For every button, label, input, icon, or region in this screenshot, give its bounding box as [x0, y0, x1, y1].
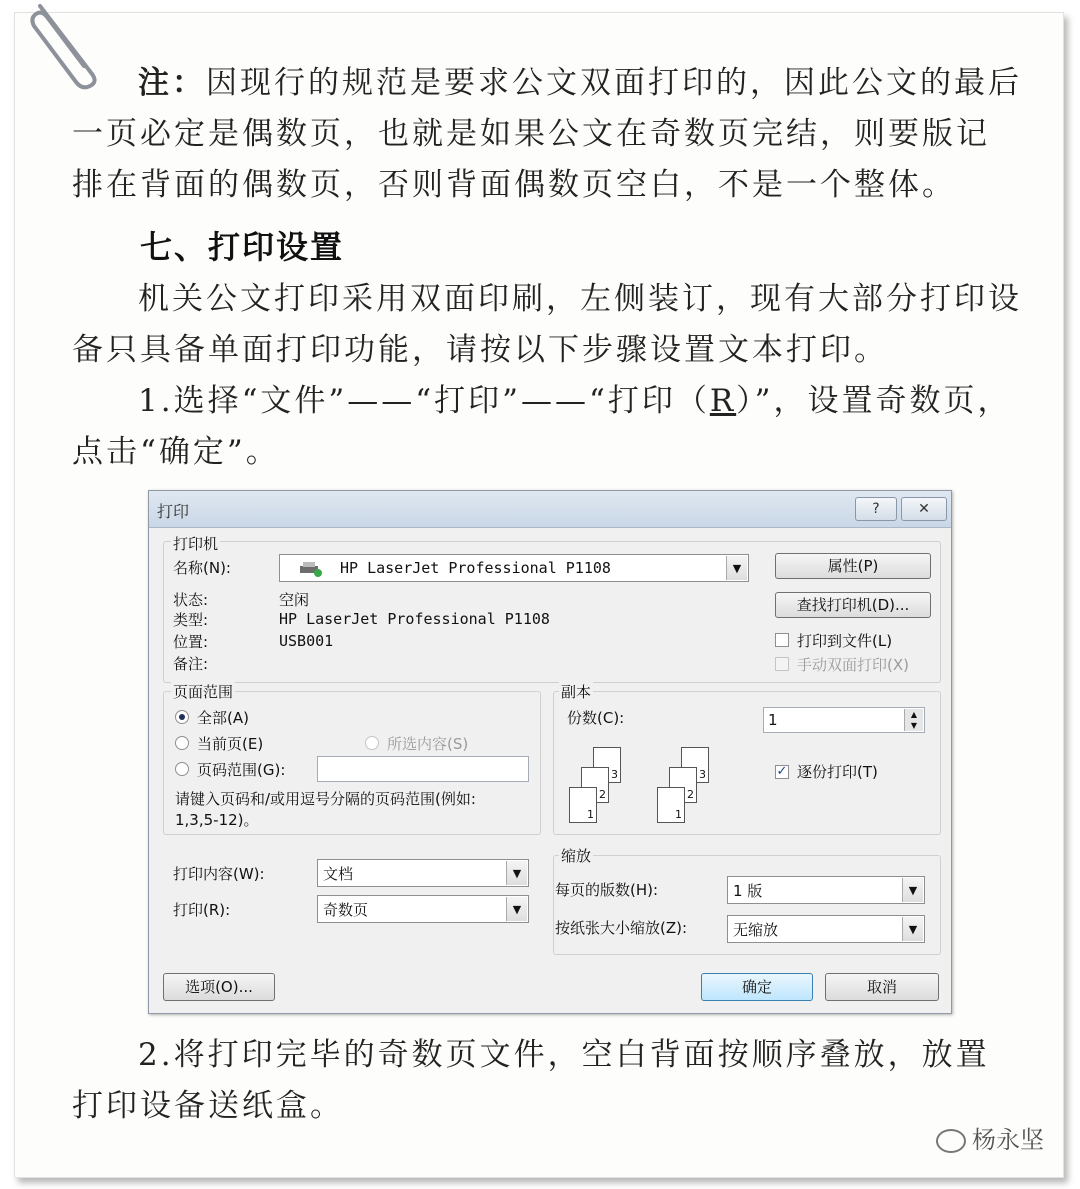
step1-underlined: R [709, 383, 737, 419]
printer-name-select[interactable] [279, 554, 749, 582]
print-what-select[interactable] [317, 859, 529, 887]
page-number: 2 [599, 788, 606, 801]
copies-spinner[interactable] [763, 707, 925, 733]
print-dialog [148, 490, 952, 1014]
page-number: 3 [611, 768, 618, 781]
copies-value: 1 [768, 711, 778, 729]
status-value: 空闲 [279, 591, 310, 609]
scale-label: 按纸张大小缩放(Z): [555, 919, 688, 937]
range-all-label: 全部(A) [197, 709, 249, 727]
print-to-file-label: 打印到文件(L) [797, 632, 893, 650]
help-button[interactable]: ? [855, 497, 897, 521]
spin-down-icon[interactable]: ▼ [904, 720, 923, 731]
range-all-radio[interactable] [175, 710, 189, 724]
note-paragraph [72, 58, 1022, 211]
page-number: 1 [587, 808, 594, 821]
collate-illustration-2 [657, 745, 727, 825]
collate-checkbox[interactable]: ✓ [776, 764, 788, 779]
type-label: 类型: [173, 611, 209, 629]
range-pages-label: 页码范围(G): [197, 761, 286, 779]
scale-select[interactable] [727, 915, 925, 943]
page-range-input[interactable] [317, 756, 529, 782]
printer-icon [298, 560, 324, 578]
spin-up-icon[interactable]: ▲ [904, 709, 923, 720]
note-label: 注： [138, 65, 206, 101]
step1-paragraph [72, 376, 1022, 478]
options-button[interactable]: 选项(O)... [163, 973, 275, 1001]
name-label: 名称(N): [173, 559, 231, 577]
page-range-label: 页面范围 [173, 683, 234, 701]
print-value: 奇数页 [323, 901, 369, 919]
print-what-label: 打印内容(W): [173, 865, 265, 883]
range-current-radio[interactable] [175, 736, 189, 750]
dialog-title: 打印 [157, 502, 190, 521]
step2-text: 2.将打印完毕的奇数页文件，空白背面按顺序叠放，放置打印设备送纸盒。 [72, 1037, 990, 1124]
collate-label: 逐份打印(T) [797, 763, 878, 781]
where-value: USB001 [279, 632, 334, 650]
pages-per-sheet-select[interactable] [727, 876, 925, 904]
pages-per-sheet-label: 每页的版数(H): [555, 881, 659, 899]
print-select[interactable] [317, 895, 529, 923]
properties-button[interactable]: 属性(P) [775, 553, 931, 579]
comment-label: 备注: [173, 655, 209, 673]
print-what-value: 文档 [323, 865, 354, 883]
wechat-icon [936, 1129, 966, 1153]
manual-duplex-label: 手动双面打印(X) [797, 656, 909, 674]
page-number: 3 [699, 768, 706, 781]
step1-text-b: ）”，设置奇数页，点击“确定”。 [72, 383, 1012, 470]
cancel-button[interactable]: 取消 [825, 973, 939, 1001]
printer-name-value: HP LaserJet Professional P1108 [340, 559, 611, 577]
page-number: 2 [687, 788, 694, 801]
scale-value: 无缩放 [733, 921, 779, 939]
step2-paragraph [72, 1030, 1022, 1132]
close-button[interactable]: ✕ [901, 497, 947, 521]
watermark [936, 1120, 1044, 1155]
watermark-text: 杨永坚 [972, 1126, 1044, 1154]
chevron-down-icon: ▼ [506, 861, 527, 885]
status-label: 状态: [173, 591, 209, 609]
chevron-down-icon: ▼ [902, 878, 923, 902]
range-current-label: 当前页(E) [197, 735, 264, 753]
range-hint: 请键入页码和/或用逗号分隔的页码范围(例如: 1,3,5-12)。 [175, 790, 476, 829]
range-selection-label: 所选内容(S) [387, 735, 469, 753]
where-label: 位置: [173, 633, 209, 651]
find-printer-button[interactable]: 查找打印机(D)... [775, 592, 931, 618]
manual-duplex-checkbox[interactable] [775, 657, 789, 671]
zoom-group-label: 缩放 [561, 847, 592, 865]
range-selection-radio[interactable] [365, 736, 379, 750]
note-text: 因现行的规范是要求公文双面打印的，因此公文的最后一页必定是偶数页，也就是如果公文在奇数页完结，则要版记排在背面的偶数页，否则背面偶数页空白，不是一个整体。 [72, 65, 1022, 203]
page-number: 1 [675, 808, 682, 821]
ok-button[interactable]: 确定 [701, 973, 813, 1001]
section-heading: 七、打印设置 [140, 228, 345, 266]
print-label: 打印(R): [173, 901, 231, 919]
step1-text-a: 1.选择“文件”——“打印”——“打印（ [138, 383, 710, 419]
copies-group-label: 副本 [561, 683, 592, 701]
copies-label: 份数(C): [567, 709, 625, 727]
chevron-down-icon: ▼ [902, 917, 923, 941]
printer-group-label: 打印机 [173, 535, 219, 553]
section-text: 机关公文打印采用双面印刷，左侧装订，现有大部分打印设备只具备单面打印功能，请按以下步骤设置文本打印。 [72, 281, 1022, 368]
dialog-titlebar [149, 491, 951, 528]
chevron-down-icon: ▼ [506, 897, 527, 921]
print-to-file-checkbox[interactable] [775, 633, 789, 647]
chevron-down-icon: ▼ [726, 556, 747, 580]
range-pages-radio[interactable] [175, 762, 189, 776]
collate-illustration-1 [569, 745, 639, 825]
type-value: HP LaserJet Professional P1108 [279, 610, 550, 628]
pages-per-sheet-value: 1 版 [733, 882, 763, 900]
section-paragraph [72, 274, 1022, 376]
